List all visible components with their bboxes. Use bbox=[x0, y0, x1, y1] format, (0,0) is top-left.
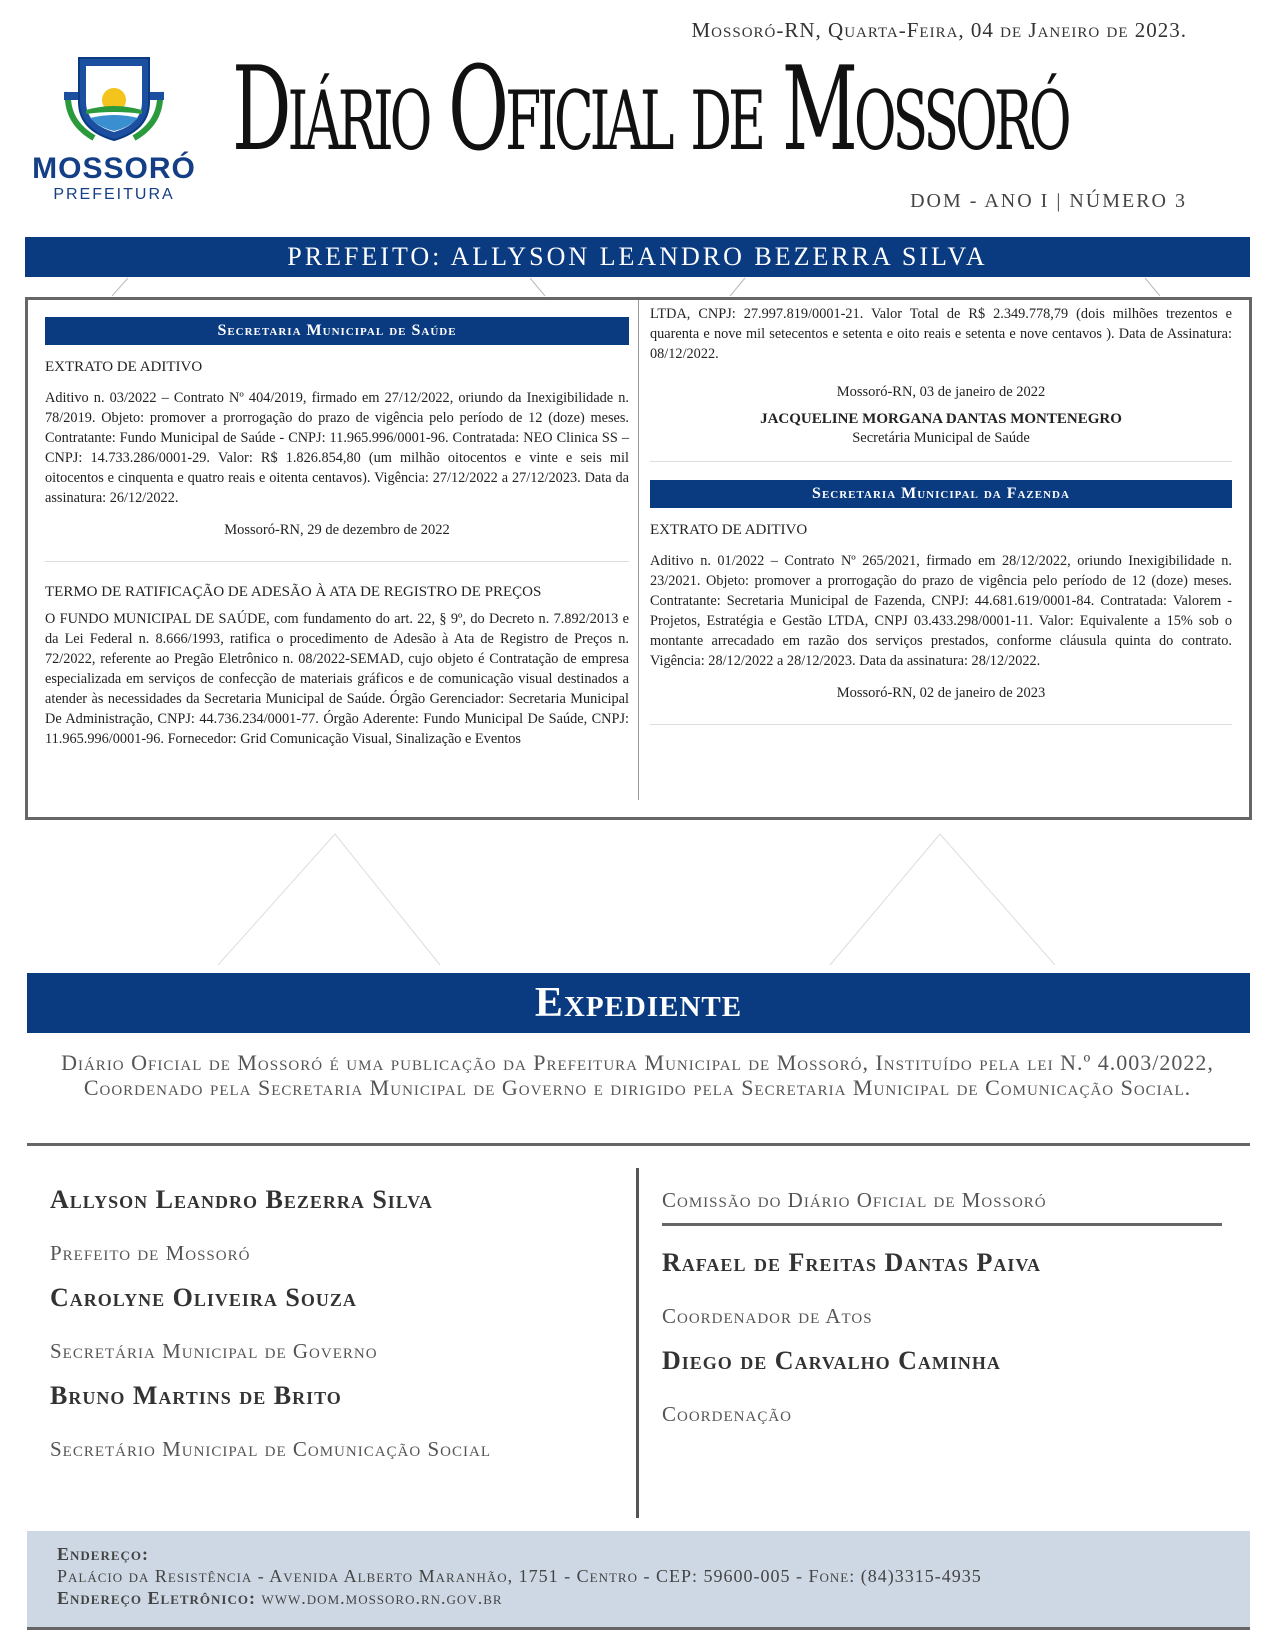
footer bbox=[27, 1531, 1250, 1627]
web-address-link[interactable]: www.dom.mossoro.rn.gov.br bbox=[261, 1588, 503, 1608]
web-label: Endereço Eletrônico: bbox=[57, 1588, 256, 1608]
termo-body: O FUNDO MUNICIPAL DE SAÚDE, com fundamento do art. 22, § 9º, do Decreto n. 7.892/2013 e da Lei Federal n. 8.666/1993, ratifica o procedimento de Adesão à Ata de Registro de Preços n. 72/2022, referente ao Pregão Eletrônico n. 08/2022-SEMAD, cujo objeto é Contratação de empresa especializada em serviços de confecção de materiais gráficos e de comunicação visual destinados a atender às necessidades da Secretaria Municipal de Saúde. Órgão Gerenciador: Secretaria Municipal De Administração, CNPJ: 44.736.234/0001-77. Órgão Aderente: Fundo Municipal De Saúde, CNPJ: 11.965.996/0001-96. Fornecedor: Grid Comunicação Visual, Sinalização e Eventos bbox=[45, 611, 629, 747]
expediente-staff-right bbox=[662, 1188, 1222, 1444]
staff-role: Coordenador de Atos bbox=[662, 1304, 873, 1328]
expediente-staff-left bbox=[50, 1185, 630, 1479]
section-title-fazenda: Secretaria Municipal da Fazenda bbox=[650, 480, 1232, 508]
right-column bbox=[650, 304, 1232, 725]
extrato-label: EXTRATO DE ADITIVO bbox=[45, 359, 203, 375]
masthead-title: Diário Oficial de Mossoró bbox=[232, 42, 1068, 177]
prefeitura-logo bbox=[24, 48, 204, 208]
staff-role: Prefeito de Mossoró bbox=[50, 1241, 251, 1265]
staff-name: Allyson Leandro Bezerra Silva bbox=[50, 1185, 433, 1214]
extrato-body: Aditivo n. 03/2022 – Contrato Nº 404/2019, firmado em 27/12/2022, oriundo da Inexigibilidade n. 78/2019. Objeto: promover a prorrogação do prazo de vigência pelo período de 12 (doze) meses. Contratante: Fundo Municipal de Saúde - CNPJ: 11.965.996/0001-96. Contratada: NEO Clinica SS – CNPJ: 14.733.286/0001-29. Valor: R$ 1.826.854,80 (um milhão oitocentos e vinte e seis mil oitocentos e cinquenta e quatro reais e oitenta centavos). Vigência: 27/12/2022 a 27/12/2023. Data da assinatura: 26/12/2022. bbox=[45, 390, 629, 506]
staff-name: Rafael de Freitas Dantas Paiva bbox=[662, 1248, 1042, 1277]
staff-name: Diego de Carvalho Caminha bbox=[662, 1346, 1001, 1375]
logo-name: MOSSORÓ bbox=[32, 152, 196, 185]
mayor-banner: PREFEITO: ALLYSON LEANDRO BEZERRA SILVA bbox=[25, 237, 1250, 277]
termo-continuation: LTDA, CNPJ: 27.997.819/0001-21. Valor Total de R$ 2.349.778,79 (dois milhões trezentos e quarenta e nove mil setecentos e setenta e oito reais e setenta e nove centavos ). Data de Assinatura: 08/12/2022. bbox=[650, 306, 1232, 362]
extrato-label: EXTRATO DE ADITIVO bbox=[650, 522, 808, 538]
section-title-saude: Secretaria Municipal de Saúde bbox=[45, 317, 629, 345]
termo-label: TERMO DE RATIFICAÇÃO DE ADESÃO À ATA DE REGISTRO DE PREÇOS bbox=[45, 584, 542, 600]
content-box bbox=[25, 297, 1252, 820]
separator bbox=[650, 724, 1232, 725]
date-line: Mossoró-RN, Quarta-Feira, 04 de Janeiro de 2023. bbox=[691, 18, 1187, 42]
decorative-lines bbox=[0, 276, 1275, 298]
edition-number: DOM - ANO I | NÚMERO 3 bbox=[910, 190, 1187, 212]
address-text: Palácio da Resistência - Avenida Alberto Maranhão, 1751 - Centro - CEP: 59600-005 - Fone: (84)3315-4935 bbox=[57, 1566, 982, 1586]
staff-name: Bruno Martins de Brito bbox=[50, 1381, 342, 1410]
expediente-title: Expediente bbox=[27, 973, 1250, 1033]
expediente-description: Diário Oficial de Mossoró é uma publicação da Prefeitura Municipal de Mossoró, Instituído pela lei N.º 4.003/2022, Coordenado pela Secretaria Municipal de Governo e dirigido pela Secretaria Municipal de Comunicação Social. bbox=[61, 1050, 1214, 1100]
footer-rule bbox=[27, 1627, 1250, 1630]
expediente-divider bbox=[636, 1168, 639, 1518]
signer-role: Secretária Municipal de Saúde bbox=[852, 430, 1030, 446]
expediente-rule bbox=[27, 1143, 1250, 1146]
separator bbox=[45, 561, 629, 562]
extrato-place-date: Mossoró-RN, 29 de dezembro de 2022 bbox=[224, 522, 450, 538]
logo-subtitle: PREFEITURA bbox=[53, 186, 175, 203]
staff-role: Secretária Municipal de Governo bbox=[50, 1339, 378, 1363]
staff-role: Coordenação bbox=[662, 1402, 793, 1426]
commission-title: Comissão do Diário Oficial de Mossoró bbox=[662, 1188, 1222, 1226]
termo-place-date: Mossoró-RN, 03 de janeiro de 2022 bbox=[836, 384, 1046, 400]
extrato-place-date: Mossoró-RN, 02 de janeiro de 2023 bbox=[836, 685, 1046, 701]
column-divider bbox=[638, 300, 639, 800]
staff-name: Carolyne Oliveira Souza bbox=[50, 1283, 357, 1312]
decorative-triangles bbox=[0, 830, 1275, 970]
coat-of-arms-icon bbox=[64, 52, 164, 144]
address-label: Endereço: bbox=[57, 1544, 150, 1564]
staff-role: Secretário Municipal de Comunicação Social bbox=[50, 1437, 491, 1461]
extrato-body: Aditivo n. 01/2022 – Contrato Nº 265/2021, firmado em 28/12/2022, oriundo Inexigibilidade n. 23/2021. Objeto: promover a prorrogação do prazo de vigência pelo período de 12 (doze) meses. Contratante: Secretaria Municipal de Fazenda, CNPJ: 44.681.619/0001-84. Contratada: Valorem - Projetos, Estratégia e Gestão LTDA, CNPJ 03.433.298/0001-11. Valor: Equivalente a 15% sob o montante arrecadado em razão dos serviços prestados, conforme cláusula quinta do contrato. Vigência: 28/12/2022 a 28/12/2023. Data da assinatura: 28/12/2022. bbox=[650, 553, 1232, 669]
left-column bbox=[45, 317, 629, 749]
signer-name: JACQUELINE MORGANA DANTAS MONTENEGRO bbox=[760, 411, 1122, 427]
separator bbox=[650, 461, 1232, 462]
